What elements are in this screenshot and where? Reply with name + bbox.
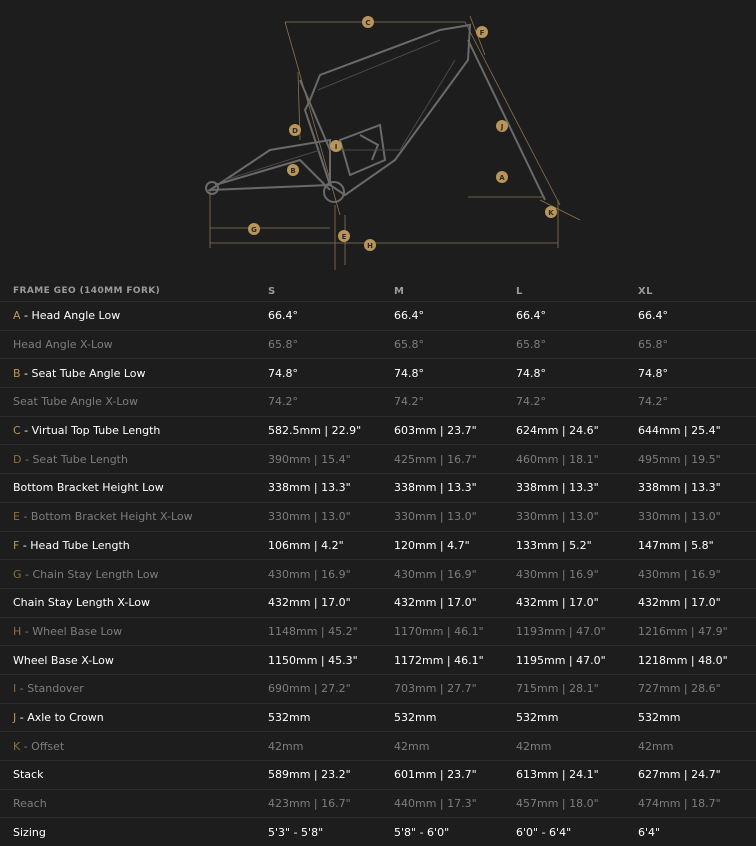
table-row	[0, 359, 756, 388]
value-cell: 430mm | 16.9"	[638, 560, 756, 589]
callout-c	[362, 16, 374, 28]
value-cell: 338mm | 13.3"	[516, 474, 638, 503]
value-cell: 582.5mm | 22.9"	[268, 416, 394, 445]
callout-label: B	[290, 167, 296, 175]
callout-k	[545, 206, 557, 218]
callout-a	[496, 171, 508, 183]
callout-d	[289, 124, 301, 136]
table-row	[0, 732, 756, 761]
callout-f	[476, 26, 488, 38]
value-cell: 690mm | 27.2"	[268, 674, 394, 703]
value-cell: 42mm	[394, 732, 516, 761]
table-row	[0, 617, 756, 646]
value-cell: 74.8°	[394, 359, 516, 388]
value-cell: 1193mm | 47.0"	[516, 617, 638, 646]
row-label	[0, 674, 268, 703]
measurement-name: Chain Stay Length X-Low	[13, 596, 151, 610]
value-cell: 330mm | 13.0"	[268, 502, 394, 531]
callout-label: D	[292, 127, 298, 135]
callout-letter: J	[13, 710, 17, 724]
value-cell: 65.8°	[638, 330, 756, 359]
value-cell: 74.2°	[268, 388, 394, 417]
callout-g	[248, 223, 260, 235]
measurement-name: - Offset	[20, 739, 65, 753]
value-cell: 42mm	[638, 732, 756, 761]
value-cell: 147mm | 5.8"	[638, 531, 756, 560]
row-label	[0, 388, 268, 417]
table-row	[0, 588, 756, 617]
measurement-name: - Head Angle Low	[20, 309, 121, 323]
value-cell: 624mm | 24.6"	[516, 416, 638, 445]
value-cell: 66.4°	[516, 302, 638, 331]
table-title: FRAME GEO (140MM FORK)	[13, 286, 161, 296]
row-label	[0, 502, 268, 531]
callout-b	[287, 164, 299, 176]
table-row	[0, 703, 756, 732]
row-label	[0, 732, 268, 761]
value-cell: 6'4"	[638, 818, 756, 846]
measurement-name: - Axle to Crown	[16, 710, 104, 724]
value-cell: 66.4°	[268, 302, 394, 331]
value-cell: 430mm | 16.9"	[516, 560, 638, 589]
callout-label: J	[500, 123, 504, 131]
value-cell: 330mm | 13.0"	[394, 502, 516, 531]
value-cell: 423mm | 16.7"	[268, 789, 394, 818]
table-row	[0, 474, 756, 503]
size-header-xl: XL	[638, 285, 653, 297]
row-label	[0, 359, 268, 388]
measurement-name: - Head Tube Length	[19, 538, 130, 552]
frame-geometry-diagram	[0, 0, 756, 280]
table-header-row	[0, 281, 756, 302]
callout-i	[330, 140, 342, 152]
measurement-name: Bottom Bracket Height Low	[13, 481, 164, 495]
measurement-name: - Seat Tube Length	[21, 452, 128, 466]
value-cell: 74.2°	[516, 388, 638, 417]
value-cell: 1148mm | 45.2"	[268, 617, 394, 646]
table-row	[0, 761, 756, 790]
dimension-lines	[210, 16, 580, 270]
value-cell: 432mm | 17.0"	[516, 588, 638, 617]
value-cell: 727mm | 28.6"	[638, 674, 756, 703]
value-cell: 474mm | 18.7"	[638, 789, 756, 818]
table-row	[0, 416, 756, 445]
bike-frame	[206, 25, 545, 202]
row-label	[0, 703, 268, 732]
callout-label: C	[365, 19, 371, 27]
measurement-name: Seat Tube Angle X-Low	[13, 395, 138, 409]
value-cell: 74.2°	[394, 388, 516, 417]
callout-letter: G	[13, 567, 22, 581]
table-row	[0, 502, 756, 531]
value-cell: 66.4°	[638, 302, 756, 331]
frame-geometry-table	[0, 281, 756, 846]
row-label	[0, 789, 268, 818]
callout-label: A	[499, 174, 505, 182]
value-cell: 42mm	[516, 732, 638, 761]
value-cell: 430mm | 16.9"	[268, 560, 394, 589]
row-label	[0, 560, 268, 589]
value-cell: 65.8°	[516, 330, 638, 359]
value-cell: 430mm | 16.9"	[394, 560, 516, 589]
row-label	[0, 416, 268, 445]
value-cell: 432mm | 17.0"	[268, 588, 394, 617]
row-label	[0, 474, 268, 503]
value-cell: 432mm | 17.0"	[394, 588, 516, 617]
value-cell: 65.8°	[268, 330, 394, 359]
callout-label: H	[367, 242, 373, 250]
value-cell: 6'0" - 6'4"	[516, 818, 638, 846]
measurement-name: Sizing	[13, 825, 46, 839]
measurement-name: - Standover	[16, 682, 84, 696]
callout-letter: A	[13, 309, 21, 323]
value-cell: 460mm | 18.1"	[516, 445, 638, 474]
value-cell: 613mm | 24.1"	[516, 761, 638, 790]
table-row	[0, 531, 756, 560]
value-cell: 440mm | 17.3"	[394, 789, 516, 818]
value-cell: 390mm | 15.4"	[268, 445, 394, 474]
callout-letter: C	[13, 424, 21, 438]
value-cell: 338mm | 13.3"	[638, 474, 756, 503]
value-cell: 1170mm | 46.1"	[394, 617, 516, 646]
table-row	[0, 646, 756, 675]
value-cell: 495mm | 19.5"	[638, 445, 756, 474]
value-cell: 338mm | 13.3"	[394, 474, 516, 503]
row-label	[0, 445, 268, 474]
value-cell: 120mm | 4.7"	[394, 531, 516, 560]
callout-j	[496, 120, 508, 132]
table-row	[0, 302, 756, 331]
callout-label: F	[479, 29, 485, 37]
value-cell: 74.2°	[638, 388, 756, 417]
measurement-name: - Chain Stay Length Low	[21, 567, 159, 581]
row-label	[0, 646, 268, 675]
value-cell: 5'3" - 5'8"	[268, 818, 394, 846]
measurement-name: - Virtual Top Tube Length	[20, 424, 161, 438]
value-cell: 74.8°	[268, 359, 394, 388]
size-header-s: S	[268, 285, 276, 297]
value-cell: 1195mm | 47.0"	[516, 646, 638, 675]
callout-letter: B	[13, 366, 21, 380]
measurement-name: Stack	[13, 768, 44, 782]
table-row	[0, 388, 756, 417]
callout-label: I	[334, 143, 338, 151]
size-header-l: L	[516, 285, 523, 297]
callout-markers	[248, 16, 557, 251]
value-cell: 1150mm | 45.3"	[268, 646, 394, 675]
row-label	[0, 588, 268, 617]
value-cell: 1218mm | 48.0"	[638, 646, 756, 675]
value-cell: 330mm | 13.0"	[516, 502, 638, 531]
measurement-name: - Seat Tube Angle Low	[20, 366, 146, 380]
value-cell: 532mm	[638, 703, 756, 732]
value-cell: 589mm | 23.2"	[268, 761, 394, 790]
value-cell: 703mm | 27.7"	[394, 674, 516, 703]
value-cell: 66.4°	[394, 302, 516, 331]
measurement-name: Wheel Base X-Low	[13, 653, 114, 667]
value-cell: 65.8°	[394, 330, 516, 359]
callout-label: K	[548, 209, 554, 217]
callout-letter: K	[13, 739, 21, 753]
value-cell: 425mm | 16.7"	[394, 445, 516, 474]
table-row	[0, 330, 756, 359]
table-row	[0, 789, 756, 818]
value-cell: 106mm | 4.2"	[268, 531, 394, 560]
value-cell: 74.8°	[516, 359, 638, 388]
callout-e	[338, 230, 350, 242]
value-cell: 532mm	[516, 703, 638, 732]
value-cell: 627mm | 24.7"	[638, 761, 756, 790]
callout-h	[364, 239, 376, 251]
value-cell: 330mm | 13.0"	[638, 502, 756, 531]
callout-letter: D	[13, 452, 22, 466]
table-row	[0, 445, 756, 474]
row-label	[0, 617, 268, 646]
callout-label: E	[341, 233, 347, 241]
value-cell: 601mm | 23.7"	[394, 761, 516, 790]
callout-letter: I	[13, 682, 17, 696]
value-cell: 603mm | 23.7"	[394, 416, 516, 445]
value-cell: 1216mm | 47.9"	[638, 617, 756, 646]
value-cell: 1172mm | 46.1"	[394, 646, 516, 675]
table-row	[0, 560, 756, 589]
frame-detail	[225, 40, 455, 180]
measurement-name: Head Angle X-Low	[13, 338, 113, 352]
value-cell: 74.8°	[638, 359, 756, 388]
callout-label: G	[251, 226, 257, 234]
row-label	[0, 818, 268, 846]
row-label	[0, 302, 268, 331]
table-row	[0, 674, 756, 703]
measurement-name: - Wheel Base Low	[21, 624, 123, 638]
value-cell: 42mm	[268, 732, 394, 761]
value-cell: 133mm | 5.2"	[516, 531, 638, 560]
row-label	[0, 531, 268, 560]
value-cell: 644mm | 25.4"	[638, 416, 756, 445]
measurement-name: - Bottom Bracket Height X-Low	[19, 510, 193, 524]
value-cell: 457mm | 18.0"	[516, 789, 638, 818]
value-cell: 432mm | 17.0"	[638, 588, 756, 617]
size-header-m: M	[394, 285, 405, 297]
callout-letter: E	[13, 510, 20, 524]
value-cell: 338mm | 13.3"	[268, 474, 394, 503]
row-label	[0, 330, 268, 359]
measurement-name: Reach	[13, 797, 47, 811]
row-label	[0, 761, 268, 790]
value-cell: 715mm | 28.1"	[516, 674, 638, 703]
callout-letter: F	[13, 538, 20, 552]
value-cell: 532mm	[268, 703, 394, 732]
table-row	[0, 818, 756, 846]
callout-letter: H	[13, 624, 22, 638]
value-cell: 5'8" - 6'0"	[394, 818, 516, 846]
value-cell: 532mm	[394, 703, 516, 732]
